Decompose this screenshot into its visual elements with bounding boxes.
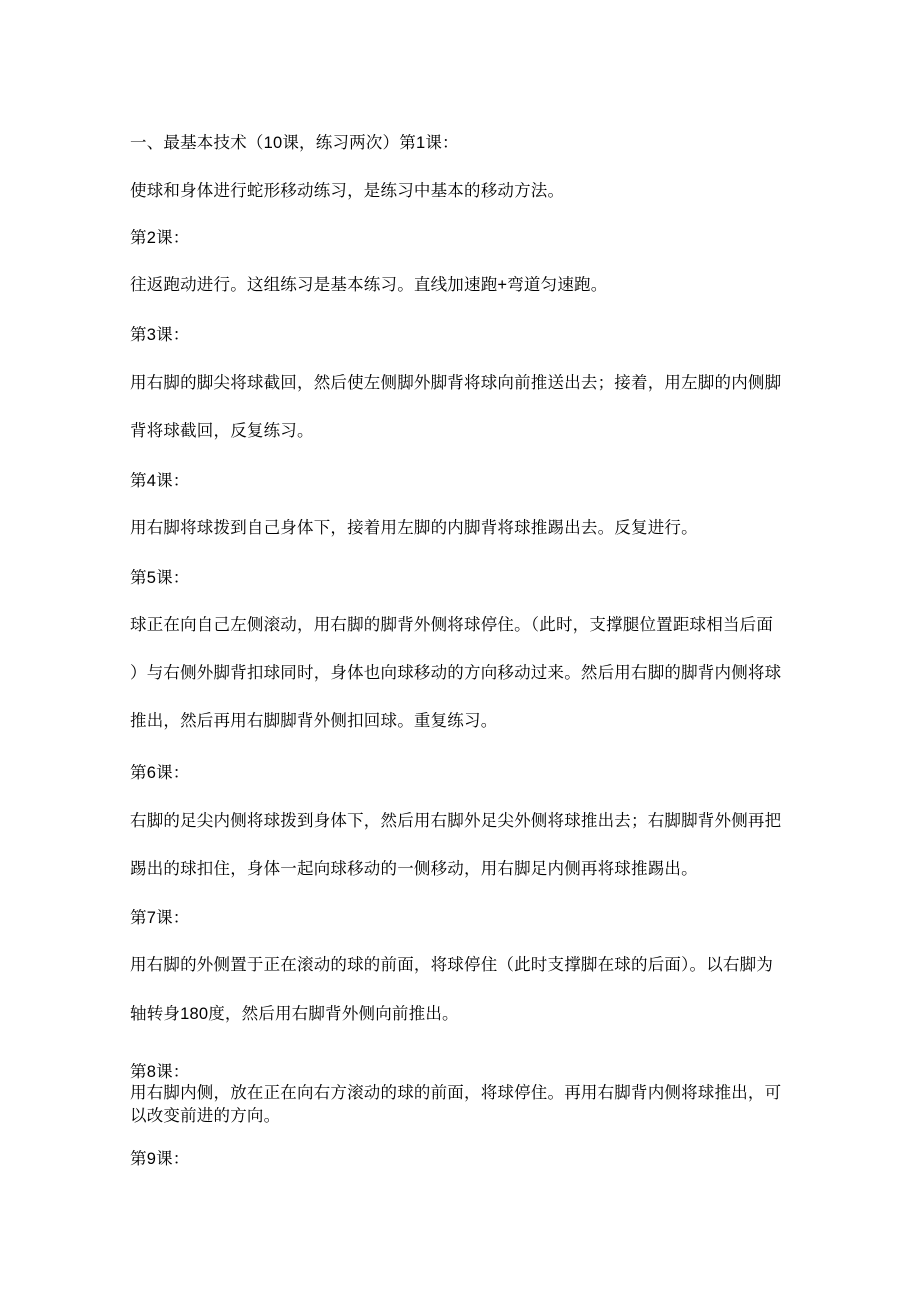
lesson-8-body-line-1: 用右脚内侧，放在正在向右方滚动的球的前面，将球停住。再用右脚背内侧将球推出，可 — [130, 1084, 782, 1102]
lesson-7-body-line-1: 用右脚的外侧置于正在滚动的球的前面，将球停住（此时支撑脚在球的后面）。以右脚为 — [130, 956, 774, 974]
lesson-3-body-line-2: 背将球截回，反复练习。 — [130, 422, 314, 440]
section-title-line: 一、最基本技术（10课，练习两次）第1课： — [130, 134, 459, 152]
lesson-8-heading: 第8课： — [130, 1063, 190, 1081]
lesson-5-body-line-3: 推出，然后再用右脚脚背外侧扣回球。重复练习。 — [130, 712, 498, 730]
lesson-5-heading: 第5课： — [130, 569, 190, 587]
lesson-6-heading: 第6课： — [130, 764, 190, 782]
lesson-7-body-line-2: 轴转身180度，然后用右脚背外侧向前推出。 — [130, 1005, 459, 1023]
lesson-4-heading: 第4课： — [130, 472, 190, 490]
lesson-5-body-line-2: ）与右侧外脚背扣球同时，身体也向球移动的方向移动过来。然后用右脚的脚背内侧将球 — [130, 664, 782, 682]
lesson-9-heading: 第9课： — [130, 1150, 190, 1168]
lesson-5-body-line-1: 球正在向自己左侧滚动，用右脚的脚背外侧将球停住。（此时，支撑腿位置距球相当后面 — [130, 616, 774, 634]
lesson-6-body-line-1: 右脚的足尖内侧将球拨到身体下，然后用右脚外足尖外侧将球推出去；右脚脚背外侧再把 — [130, 812, 782, 830]
lesson-2-heading: 第2课： — [130, 229, 190, 247]
lesson-2-body-line: 往返跑动进行。这组练习是基本练习。直线加速跑+弯道匀速跑。 — [130, 276, 608, 294]
lesson-7-heading: 第7课： — [130, 909, 190, 927]
lesson-4-body-line: 用右脚将球拨到自己身体下，接着用左脚的内脚背将球推踢出去。反复进行。 — [130, 519, 698, 537]
lesson-1-body-line: 使球和身体进行蛇形移动练习，是练习中基本的移动方法。 — [130, 182, 565, 200]
lesson-6-body-line-2: 踢出的球扣住，身体一起向球移动的一侧移动，用右脚足内侧再将球推踢出。 — [130, 860, 698, 878]
lesson-3-heading: 第3课： — [130, 326, 190, 344]
lesson-3-body-line-1: 用右脚的脚尖将球截回，然后使左侧脚外脚背将球向前推送出去；接着，用左脚的内侧脚 — [130, 374, 782, 392]
lesson-8-body-line-2: 以改变前进的方向。 — [130, 1107, 281, 1125]
